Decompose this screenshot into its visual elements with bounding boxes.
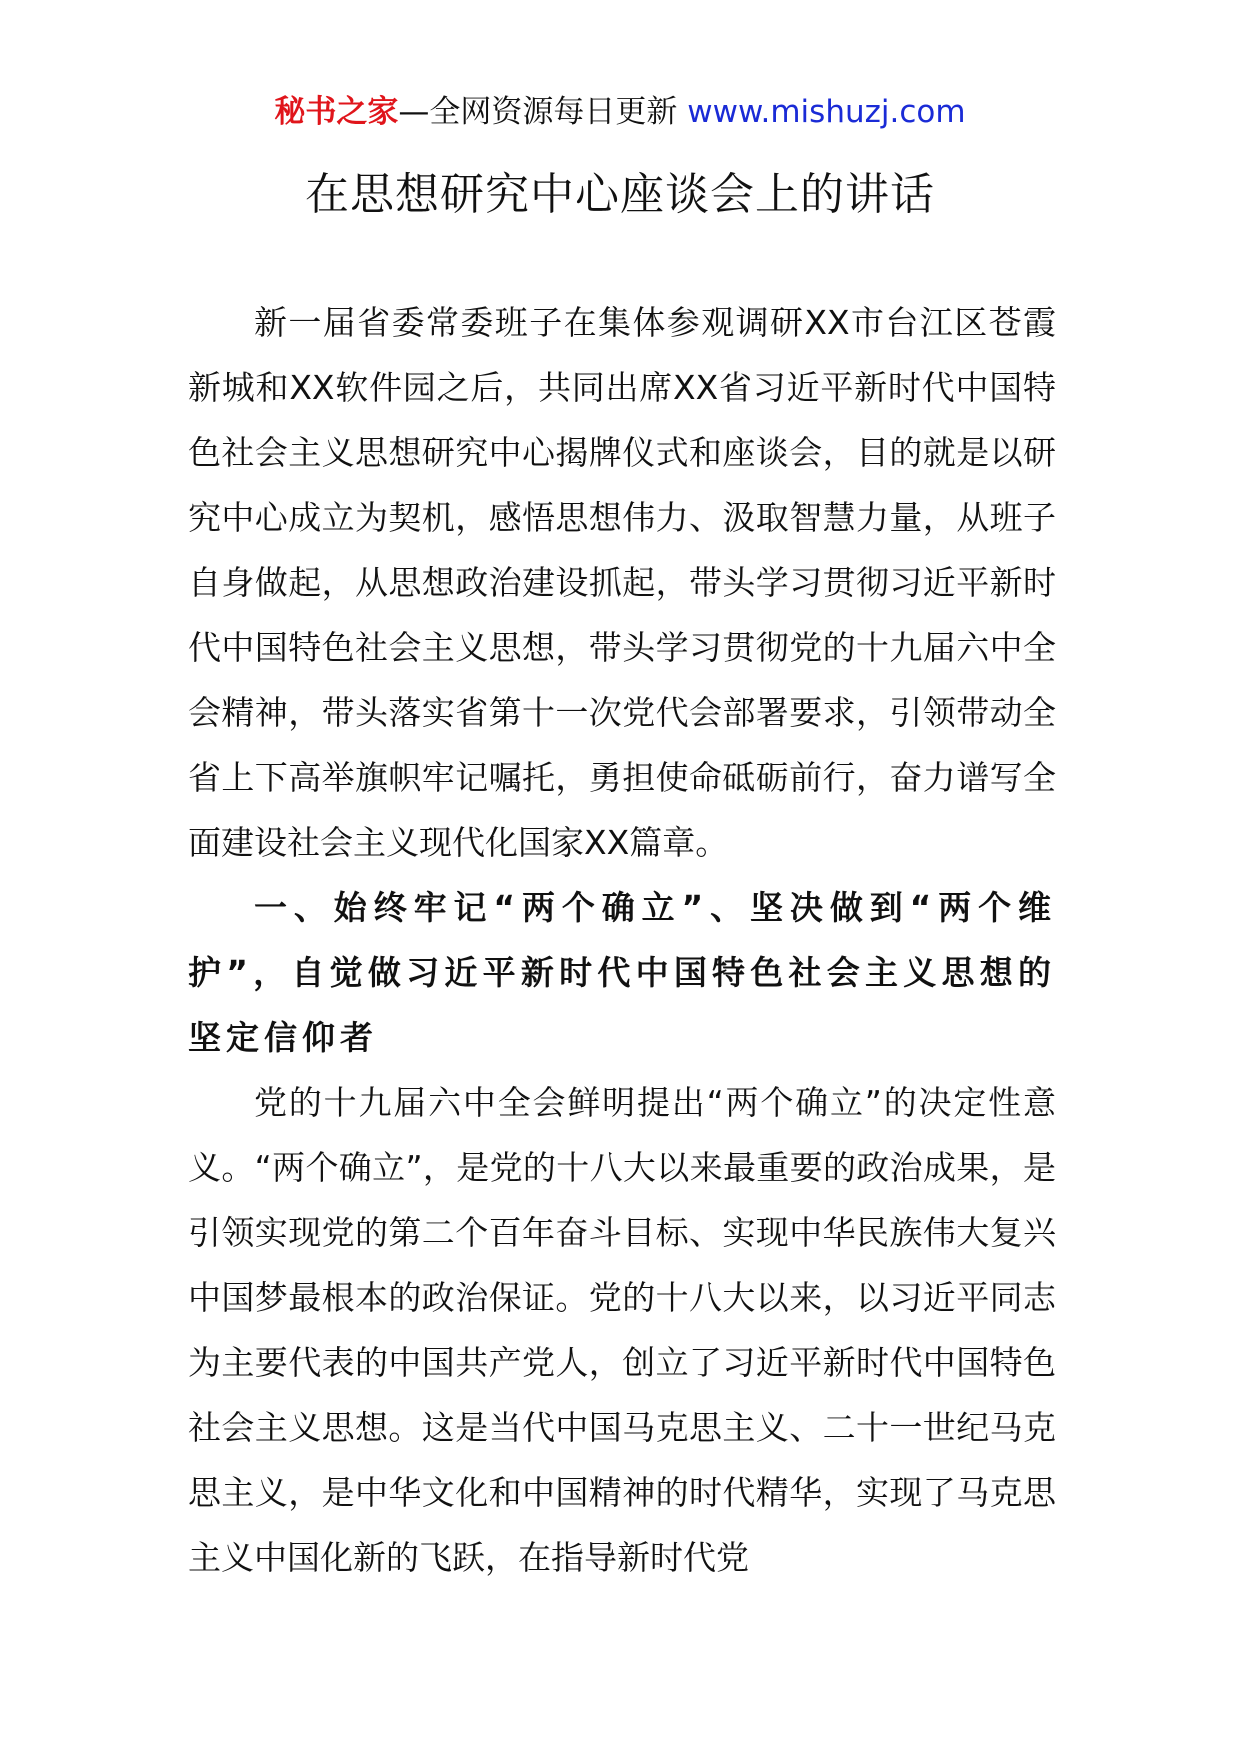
document-body (188, 290, 1056, 1590)
document-title: 在思想研究中心座谈会上的讲话 (305, 169, 935, 220)
paragraph-section-1: 党的十九届六中全会鲜明提出“两个确立”的决定性意义。“两个确立”，是党的十八大以来最重要的政治成果，是引领实现党的第二个百年奋斗目标、实现中华民族伟大复兴中国梦最根本的政治保证。党的十八大以来，以习近平同志为主要代表的中国共产党人，创立了习近平新时代中国特色社会主义思想。这是当代中国马克思主义、二十一世纪马克思主义，是中华文化和中国精神的时代精华，实现了马克思主义中国化新的飞跃，在指导新时代党 (188, 1083, 1056, 1577)
header-tagline: —全网资源每日更新 (398, 94, 688, 130)
paragraph-intro: 新一届省委常委班子在集体参观调研XX市台江区苍霞新城和XX软件园之后，共同出席XX省习近平新时代中国特色社会主义思想研究中心揭牌仪式和座谈会，目的就是以研究中心成立为契机，感悟思想伟力、汲取智慧力量，从班子自身做起，从思想政治建设抓起，带头学习贯彻习近平新时代中国特色社会主义思想，带头学习贯彻党的十九届六中全会精神，带头落实省第十一次党代会部署要求，引领带动全省上下高举旗帜牢记嘱托，勇担使命砥砺前行，奋力谱写全面建设社会主义现代化国家XX篇章。 (188, 303, 1056, 862)
brand-name: 秘书之家 (274, 94, 399, 130)
site-url-link[interactable]: www.mishuzj.com (687, 94, 966, 130)
section-heading-1: 一、始终牢记“两个确立”、坚决做到“两个维护”，自觉做习近平新时代中国特色社会主义思想的坚定信仰者 (188, 888, 1056, 1057)
site-header (0, 92, 1240, 132)
